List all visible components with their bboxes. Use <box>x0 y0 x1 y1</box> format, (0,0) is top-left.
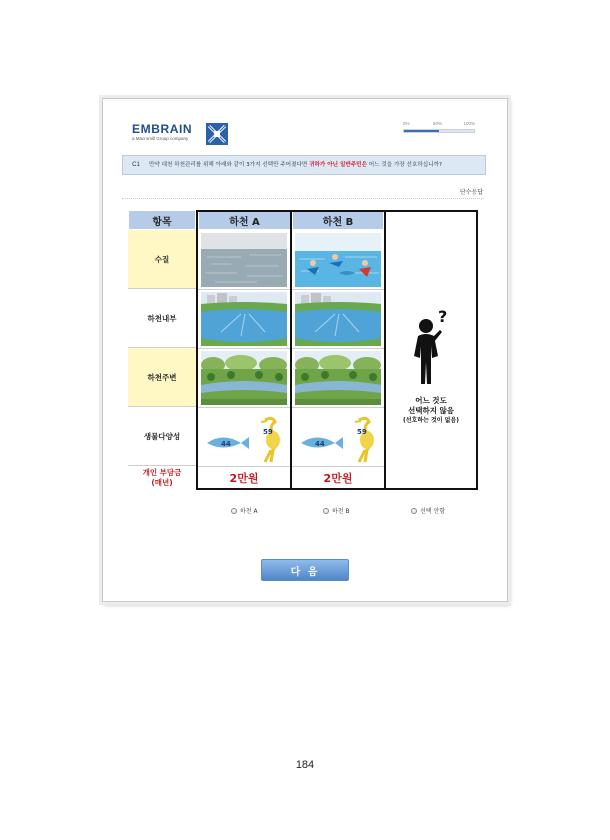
water-quality-a-image <box>198 230 290 289</box>
progress-mid-label: 50% <box>433 121 443 126</box>
svg-text:?: ? <box>438 307 448 326</box>
riverside-b-image <box>292 348 384 407</box>
header-option-b: 하천 B <box>292 210 384 230</box>
question-id: C1 <box>132 162 140 168</box>
progress-track <box>403 129 475 133</box>
river-inside-a-image <box>198 289 290 348</box>
embrain-x-mark-icon <box>206 123 228 145</box>
question-highlight: 귀하가 아닌 일반주민은 <box>309 162 367 168</box>
header-item: 항목 <box>128 210 196 230</box>
question-box <box>122 155 486 175</box>
header-option-a: 하천 A <box>198 210 291 230</box>
row-label-river-inside: 하천내부 <box>128 289 196 348</box>
water-quality-b-image <box>292 230 384 289</box>
choice-table <box>128 210 478 490</box>
embrain-logo <box>132 122 192 141</box>
next-button[interactable]: 다 음 <box>261 559 349 581</box>
biodiversity-a-image <box>198 407 290 466</box>
radio-label: 하천 B <box>332 508 350 515</box>
answer-options <box>103 506 507 518</box>
radio-option-b[interactable] <box>323 506 350 515</box>
option-b-column <box>290 210 386 490</box>
row-label-cost: 개인 부담금 (매년) <box>128 466 196 490</box>
logo-text: EMBRAIN <box>132 122 193 136</box>
person-question-icon <box>412 306 452 388</box>
progress-indicator <box>403 121 475 133</box>
radio-button[interactable] <box>231 508 237 514</box>
radio-button[interactable] <box>323 508 329 514</box>
riverside-a-image <box>198 348 290 407</box>
row-label-riverside: 하천주변 <box>128 348 196 407</box>
biodiversity-b-image <box>292 407 384 466</box>
radio-label: 하천 A <box>240 508 258 515</box>
progress-fill <box>404 130 439 132</box>
radio-option-a[interactable] <box>231 506 258 515</box>
river-inside-b-image <box>292 289 384 348</box>
progress-min-label: 0% <box>403 121 410 126</box>
svg-text:59: 59 <box>263 428 273 436</box>
divider <box>122 198 484 199</box>
neither-label: 어느 것도 선택하지 않음 (선호하는 것이 없음) <box>402 396 460 424</box>
radio-button[interactable] <box>411 508 417 514</box>
option-a-column <box>196 210 292 490</box>
svg-text:44: 44 <box>221 440 231 448</box>
radio-option-none[interactable] <box>411 506 445 515</box>
radio-label: 선택 안함 <box>420 508 446 515</box>
row-label-biodiversity: 생물다양성 <box>128 407 196 466</box>
answer-type-label: 단수응답 <box>459 189 483 196</box>
option-neither-column <box>384 210 478 490</box>
row-label-water-quality: 수질 <box>128 230 196 289</box>
page-number: 184 <box>295 759 315 771</box>
price-option-b: 2만원 <box>292 466 384 488</box>
svg-text:59: 59 <box>357 428 367 436</box>
progress-max-label: 100% <box>463 121 475 126</box>
svg-text:44: 44 <box>315 440 325 448</box>
survey-window <box>102 98 508 602</box>
logo-subtitle: a Macromill Group company <box>132 136 189 141</box>
question-text: 만약 대천 하천관리를 위해 아래와 같이 3가지 선택만 주어졌다면 귀하가 아닌 일반주민은 어느 것을 가장 선호하십니까? <box>149 162 442 168</box>
price-option-a: 2만원 <box>198 466 290 488</box>
